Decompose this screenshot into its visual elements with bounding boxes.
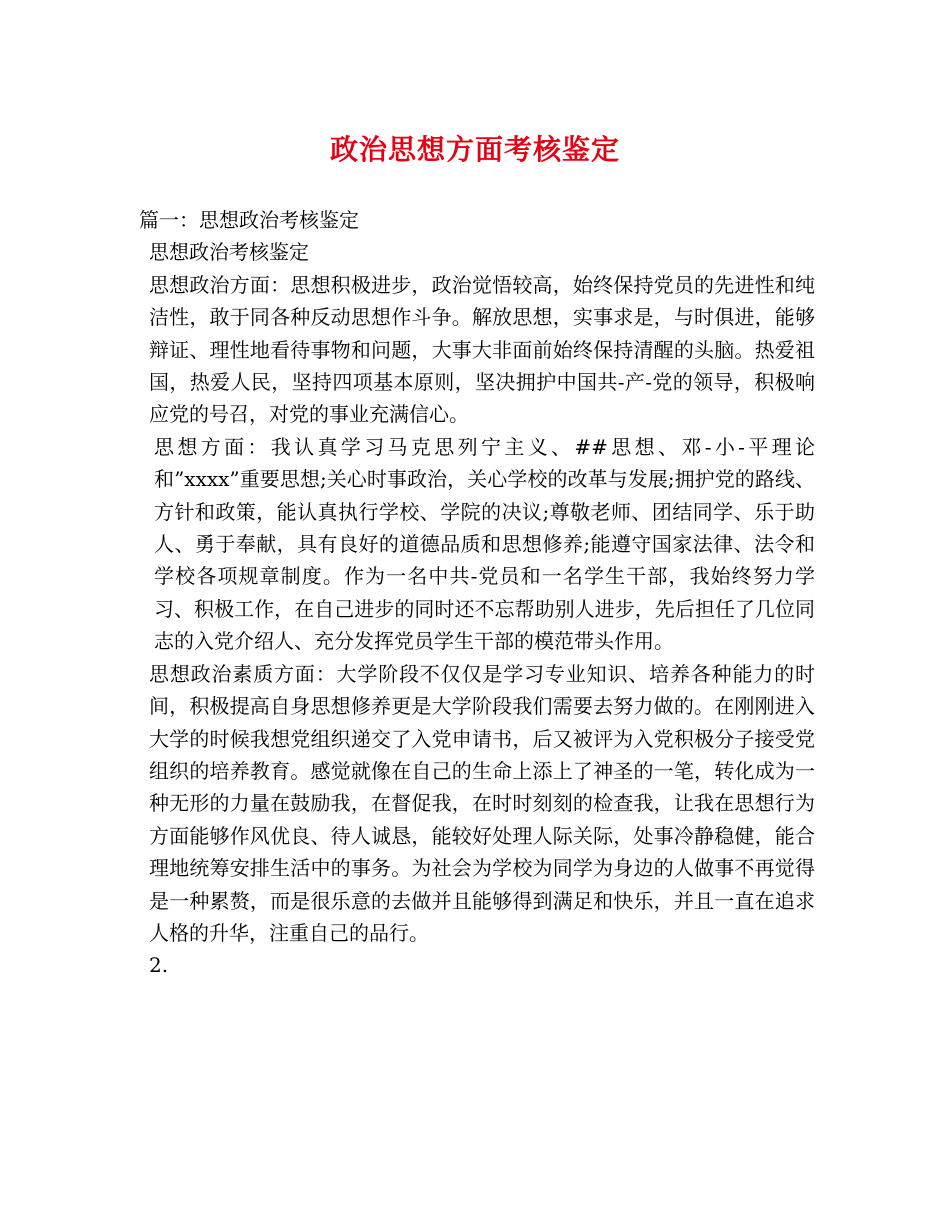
- paragraph-quality: 思想政治素质方面：大学阶段不仅仅是学习专业知识、培养各种能力的时间，积极提高自身思想修养更是大学阶段我们需要去努力做的。在刚刚进入大学的时候我想党组织递交了入党申请书，后又被评为入党积极分子接受党组织的培养教育。感觉就像在自己的生命上添上了神圣的一笔，转化成为一种无形的力量在鼓励我，在督促我，在时时刻刻的检查我，让我在思想行为方面能够作风优良、待人诚恳，能较好处理人际关际，处事冷静稳健，能合理地统筹安排生活中的事务。为社会为学校为同学为身边的人做事不再觉得是一种累赘，而是很乐意的去做并且能够得到满足和快乐，并且一直在追求人格的升华，注重自己的品行。: [149, 661, 815, 945]
- document-body: [139, 204, 815, 982]
- list-number: 2.: [149, 953, 169, 978]
- document-title: 政治思想方面考核鉴定: [329, 133, 620, 166]
- paragraph-political: 思想政治方面：思想积极进步，政治觉悟较高，始终保持党员的先进性和纯洁性，敢于同各种反动思想作斗争。解放思想，实事求是，与时俱进，能够辩证、理性地看待事物和问题，大事大非面前始终保持清醒的头脑。热爱祖国，热爱人民，坚持四项基本原则，坚决拥护中国共-产-党的领导，积极响应党的号召，对党的事业充满信心。: [149, 272, 815, 427]
- sub-heading: 思想政治考核鉴定: [149, 240, 309, 265]
- paragraph-thought: 思想方面：我认真学习马克思列宁主义、##思想、邓-小-平理论和”xxxx”重要思想;关心时事政治，关心学校的改革与发展;拥护党的路线、方针和政策，能认真执行学校、学院的决议;尊敬老师、团结同学、乐于助人、勇于奉献，具有良好的道德品质和思想修养;能遵守国家法律、法令和学校各项规章制度。作为一名中共-党员和一名学生干部，我始终努力学习、积极工作，在自己进步的同时还不忘帮助别人进步，先后担任了几位同志的入党介绍人、充分发挥党员学生干部的模范带头作用。: [154, 434, 815, 654]
- section-heading: 篇一：思想政治考核鉴定: [139, 208, 359, 232]
